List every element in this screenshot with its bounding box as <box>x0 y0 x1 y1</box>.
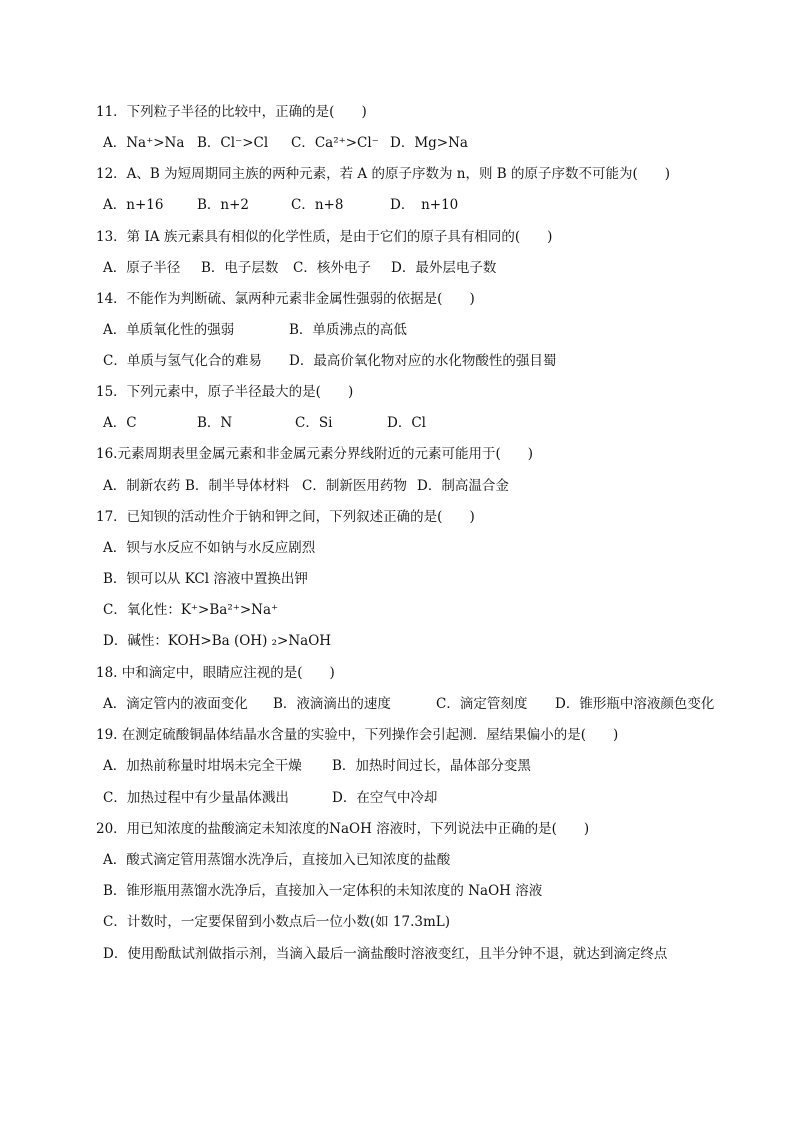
option-d: D．碱性：KOH>Ba (OH) ₂>NaOH <box>103 633 332 649</box>
question-17-stem: 17．已知钡的活动性介于钠和钾之间，下列叙述正确的是( ) <box>96 509 475 525</box>
option-b: B．单质沸点的高低 <box>289 322 407 338</box>
question-20-stem: 20．用已知浓度的盐酸滴定未知浓度的NaOH 溶液时，下列说法中正确的是( ) <box>96 821 590 837</box>
option-b: B．电子层数 <box>201 260 279 276</box>
option-a: A．制新农药 <box>103 478 181 494</box>
option-c: C．制新医用药物 <box>302 478 407 494</box>
option-d: D． n+10 <box>390 197 459 213</box>
option-a: A．单质氧化性的强弱 <box>103 322 235 338</box>
question-18-options <box>103 695 714 713</box>
option-a: A．加热前称量时坩埚未完全干燥 <box>103 758 302 774</box>
option-c: C．n+8 <box>291 197 344 213</box>
option-a: A．酸式滴定管用蒸馏水洗净后，直接加入已知浓度的盐酸 <box>103 852 451 868</box>
option-c: C．氧化性：K⁺>Ba²⁺>Na⁺ <box>103 602 279 618</box>
option-c: C．计数时，一定要保留到小数点后一位小数(如 17.3mL) <box>103 914 450 930</box>
question-12-options <box>103 196 458 214</box>
question-19-stem: 19. 在测定硫酸铜晶体结晶水含量的实验中，下列操作会引起测．屋结果偏小的是( ) <box>96 727 619 743</box>
option-c: C．单质与氢气化合的难易 <box>103 353 262 369</box>
option-d: D．Mg>Na <box>390 135 468 151</box>
question-14-stem: 14．不能作为判断硫、氯两种元素非金属性强弱的依据是( ) <box>96 291 475 307</box>
option-d: D．在空气中冷却 <box>332 790 438 806</box>
question-16-stem: 16.元素周期表里金属元素和非金属元素分界线附近的元素可能用于( ) <box>96 446 534 462</box>
option-d: D．使用酚酞试剂做指示剂，当滴入最后一滴盐酸时溶液变红，且半分钟不退，就达到滴定终点 <box>103 946 668 962</box>
option-c: C．加热过程中有少量晶体溅出 <box>103 790 289 806</box>
option-a: A．原子半径 <box>103 260 181 276</box>
option-c: C．Ca²⁺>Cl⁻ <box>291 135 379 151</box>
option-b: B．锥形瓶用蒸馏水洗净后，直接加入一定体积的未知浓度的 NaOH 溶液 <box>103 883 543 899</box>
question-13-options <box>103 259 496 277</box>
option-b: B．钡可以从 KCl 溶液中置换出钾 <box>103 571 308 587</box>
question-18-stem: 18. 中和滴定中，眼睛应注视的是( ) <box>96 665 335 681</box>
option-c: C．Si <box>295 415 333 431</box>
question-13-stem: 13．第 IA 族元素具有相似的化学性质，是由于它们的原子具有相同的( ) <box>96 229 553 245</box>
option-b: B．制半导体材料 <box>185 478 290 494</box>
option-a: A．n+16 <box>103 197 164 213</box>
option-a: A．滴定管内的液面变化 <box>103 696 248 712</box>
option-a: A．钡与水反应不如钠与水反应剧烈 <box>103 540 316 556</box>
option-b: B．N <box>197 415 233 431</box>
option-a: A．C <box>103 415 137 431</box>
question-12-stem: 12．A、B 为短周期同主族的两种元素，若 A 的原子序数为 n，则 B 的原子序数不可能为( ) <box>96 166 670 182</box>
option-b: B．Cl⁻>Cl <box>197 135 269 151</box>
question-19-options-row2 <box>103 789 437 807</box>
option-d: D．Cl <box>387 415 426 431</box>
question-15-options <box>103 414 426 432</box>
option-d: D．最外层电子数 <box>391 260 497 276</box>
option-c: C．核外电子 <box>293 260 371 276</box>
question-19-options-row1 <box>103 757 531 775</box>
question-15-stem: 15．下列元素中，原子半径最大的是( ) <box>96 384 354 400</box>
option-d: D．锥形瓶中溶液颜色变化 <box>555 696 715 712</box>
question-11-stem: 11．下列粒子半径的比较中，正确的是( ) <box>96 104 367 120</box>
option-a: A．Na⁺>Na <box>103 135 185 151</box>
option-d: D．制高温合金 <box>417 478 509 494</box>
option-b: B．n+2 <box>197 197 250 213</box>
question-14-options-row2 <box>103 352 556 370</box>
question-16-options <box>103 477 509 495</box>
option-c: C．滴定管刻度 <box>436 696 528 712</box>
option-b: B．加热时间过长，晶体部分变黑 <box>332 758 531 774</box>
option-b: B．液滴滴出的速度 <box>273 696 391 712</box>
question-14-options-row1 <box>103 321 407 339</box>
question-11-options <box>103 134 468 152</box>
option-d: D．最高价氧化物对应的水化物酸性的强目蜀 <box>289 353 557 369</box>
